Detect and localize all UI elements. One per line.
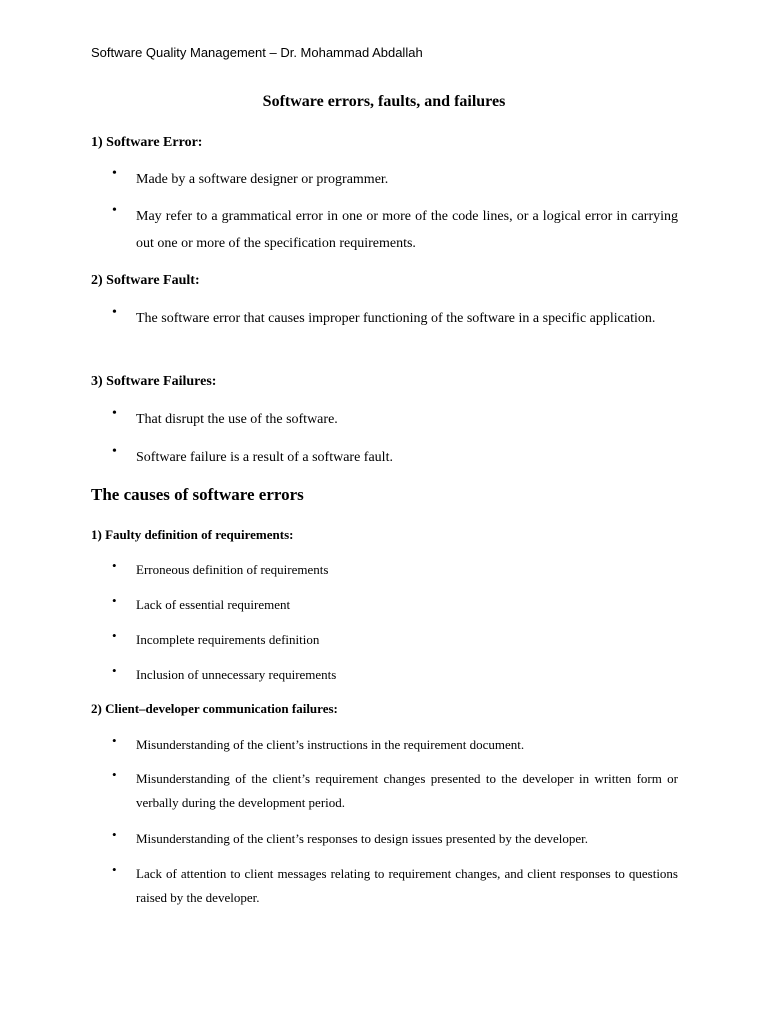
list-item: [91, 406, 678, 433]
list-item-text: That disrupt the use of the software.: [136, 412, 338, 427]
section-heading-software-fault: 2) Software Fault:: [91, 273, 200, 288]
bullet-icon: •: [112, 767, 117, 782]
list-item-text: Made by a software designer or programmer.: [136, 172, 389, 187]
list-item-text: Misunderstanding of the client’s requirement changes presented to the developer in written form or verbally during the development period.: [136, 771, 678, 810]
list-item: [91, 305, 678, 332]
list-item: [91, 827, 678, 851]
bullet-icon: •: [112, 862, 117, 877]
list-item: [91, 593, 678, 617]
list-item-text: The software error that causes improper functioning of the software in a specific application.: [136, 311, 656, 326]
bullet-icon: •: [112, 305, 117, 320]
list-item: [91, 444, 678, 471]
bullet-icon: •: [112, 406, 117, 421]
page-title: Software errors, faults, and failures: [262, 93, 506, 110]
section-heading-communication-failures: 2) Client–developer communication failures:: [91, 701, 338, 716]
list-item-text: Incomplete requirements definition: [136, 632, 320, 647]
list-item: [91, 862, 678, 910]
list-item-text: Lack of essential requirement: [136, 597, 291, 612]
section-heading-software-error: 1) Software Error:: [91, 135, 203, 150]
bullet-icon: •: [112, 628, 117, 643]
list-item: [91, 558, 678, 582]
list-item-text: Software failure is a result of a software fault.: [136, 450, 393, 465]
bullet-icon: •: [112, 203, 117, 218]
bullet-icon: •: [112, 444, 117, 459]
bullet-icon: •: [112, 593, 117, 608]
list-item: [91, 663, 678, 687]
bullet-icon: •: [112, 558, 117, 573]
bullet-icon: •: [112, 733, 117, 748]
list-item: [91, 203, 678, 257]
list-item-text: Lack of attention to client messages relating to requirement changes, and client responses to questions raised by the developer.: [136, 866, 678, 905]
list-item-text: Erroneous definition of requirements: [136, 562, 329, 577]
list-item-text: Misunderstanding of the client’s responses to design issues presented by the developer.: [136, 831, 589, 846]
list-item: [91, 166, 678, 193]
section-heading-faulty-requirements: 1) Faulty definition of requirements:: [91, 527, 294, 542]
list-item-text: Inclusion of unnecessary requirements: [136, 667, 337, 682]
section-heading-software-failures: 3) Software Failures:: [91, 374, 217, 389]
list-item: [91, 628, 678, 652]
list-item: [91, 767, 678, 815]
bullet-icon: •: [112, 827, 117, 842]
running-header: Software Quality Management – Dr. Mohammad Abdallah: [91, 45, 423, 60]
list-item: [91, 733, 678, 757]
list-item-text: May refer to a grammatical error in one or more of the code lines, or a logical error in carrying out one or more of the specification requirements.: [136, 209, 678, 251]
list-item-text: Misunderstanding of the client’s instructions in the requirement document.: [136, 737, 525, 752]
bullet-icon: •: [112, 663, 117, 678]
bullet-icon: •: [112, 166, 117, 181]
causes-heading: The causes of software errors: [91, 485, 304, 504]
